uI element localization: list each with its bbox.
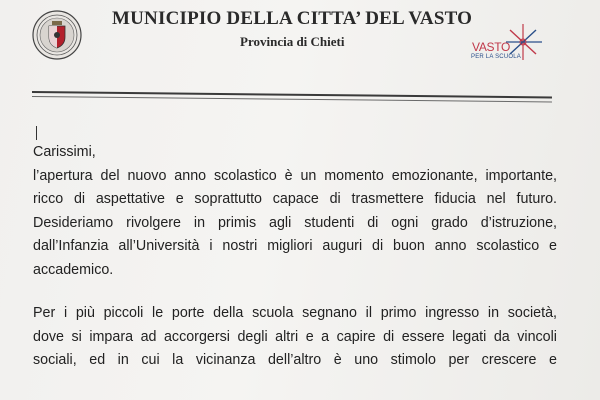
paragraph-2: [33, 212, 557, 283]
paragraph-2-line: accademico.: [33, 261, 114, 278]
paragraph-3-line: sociali, ed in cui la vicinanza dell’altro è uno stimolo per crescere e: [33, 352, 557, 368]
paragraph-3: [33, 302, 557, 373]
letter-body: [33, 141, 557, 373]
paragraph-2-line: Desideriamo rivolgere in primis agli studenti di ogni grado d’istruzione,: [33, 214, 557, 231]
paragraph-3-line: dove si impara ad accorgersi degli altri e a capire di essere legati da vincoli: [33, 328, 557, 345]
paragraph-3-line: Per i più piccoli le porte della scuola segnano il primo ingresso in società,: [33, 305, 557, 321]
greeting: Carissimi,: [33, 144, 96, 160]
paragraph-1: [33, 165, 557, 212]
paragraph-1-line: ricco di aspettative e soprattutto capace di trasmettere fiducia nel futuro.: [33, 191, 557, 207]
municipality-title: MUNICIPIO DELLA CITTA’ DEL VASTO: [112, 8, 473, 29]
city-crest-icon: [32, 10, 82, 60]
paragraph-2-line: dall’Infanzia all’Università i nostri migliori auguri di buon anno scolastico e: [33, 238, 557, 254]
province-subtitle: Provincia di Chieti: [240, 34, 345, 49]
paragraph-1-line: l’apertura del nuovo anno scolastico è un momento emozionante, importante,: [33, 167, 557, 184]
logo-subtext: PER LA SCUOLA: [471, 54, 521, 60]
logo-text: VASTO: [472, 40, 511, 54]
text-cursor: [36, 126, 37, 140]
